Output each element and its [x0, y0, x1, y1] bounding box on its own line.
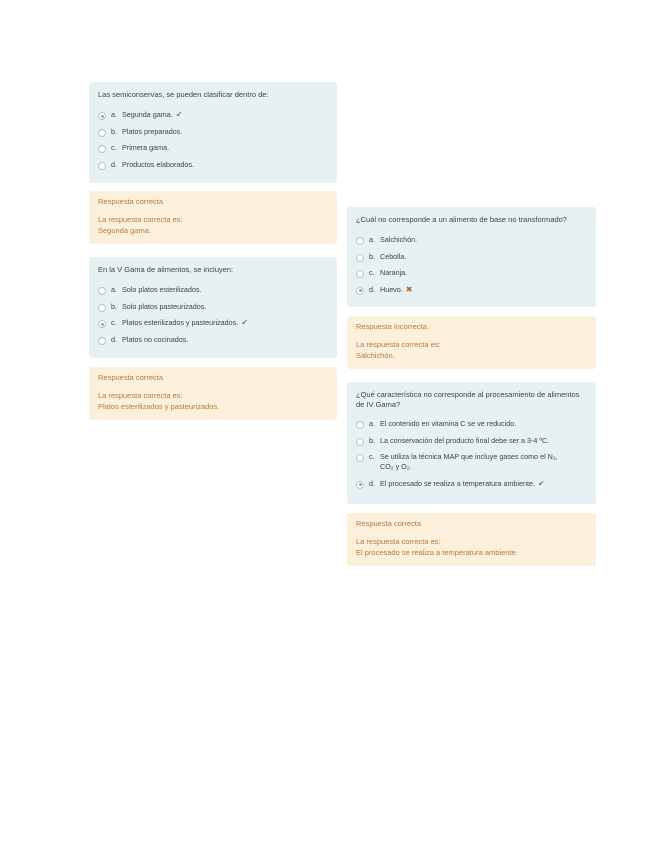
option-letter: b. — [111, 301, 117, 311]
answer-option[interactable] — [98, 110, 328, 120]
radio-button[interactable] — [356, 421, 364, 429]
question-card-1 — [89, 82, 337, 183]
answer-option[interactable] — [356, 436, 587, 446]
radio-button[interactable] — [356, 454, 364, 462]
option-text: Salchichón. — [380, 235, 418, 244]
feedback-label: La respuesta correcta es: — [356, 537, 441, 546]
option-letter: d. — [111, 334, 117, 344]
option-text: Huevo. — [380, 284, 403, 294]
feedback-title: Respuesta correcta — [98, 197, 164, 206]
radio-button[interactable] — [98, 337, 106, 345]
question-text: ¿Cuál no corresponde a un alimento de base no transformado? — [356, 215, 567, 224]
answer-option[interactable] — [98, 143, 328, 153]
option-letter: d. — [111, 159, 117, 169]
feedback-answer: Salchichón. — [356, 351, 395, 360]
question-text: Las semiconservas, se pueden clasificar dentro de: — [98, 90, 269, 99]
option-text: Solo platos esterilizados. — [122, 285, 202, 294]
radio-button[interactable] — [98, 129, 106, 137]
feedback-title: Respuesta correcta — [356, 519, 422, 528]
answer-option[interactable] — [356, 452, 587, 472]
option-text: Platos esterilizados y pasteurizados. — [122, 318, 239, 327]
question-card-2 — [89, 257, 337, 358]
feedback-answer: El procesado se realiza a temperatura ambiente. — [356, 548, 518, 557]
radio-button[interactable] — [356, 438, 364, 446]
option-letter: c. — [369, 268, 375, 277]
radio-button[interactable] — [356, 481, 364, 489]
answer-option[interactable] — [98, 285, 328, 295]
option-text: Cebolla. — [380, 251, 407, 261]
feedback-answer: Segunda gama. — [98, 226, 151, 235]
radio-button[interactable] — [98, 320, 106, 328]
option-text: Platos no cocinados. — [122, 334, 189, 344]
radio-button[interactable] — [98, 287, 106, 295]
cross-icon: ✖ — [405, 284, 413, 294]
feedback-label: La respuesta correcta es: — [98, 391, 183, 400]
answer-option[interactable] — [98, 127, 328, 137]
feedback-card-4 — [347, 513, 596, 566]
radio-button[interactable] — [98, 304, 106, 312]
answer-option[interactable] — [98, 335, 328, 345]
question-text: En la V Gama de alimentos, se incluyen: — [98, 265, 234, 274]
feedback-answer: Platos esterilizados y pasteurizados. — [98, 402, 220, 411]
option-letter: b. — [111, 126, 117, 136]
option-text: Primera gama. — [122, 143, 170, 152]
option-letter: d. — [369, 284, 375, 294]
option-text: El procesado se realiza a temperatura ambiente. — [380, 478, 536, 488]
radio-button[interactable] — [98, 112, 106, 120]
option-text: El contenido en vitamina C se ve reducido. — [380, 419, 517, 428]
option-letter: c. — [369, 452, 375, 461]
answer-option[interactable] — [98, 160, 328, 170]
radio-button[interactable] — [356, 287, 364, 295]
feedback-card-2 — [89, 367, 337, 420]
option-text: Segunda gama. — [122, 110, 173, 119]
option-letter: c. — [111, 318, 117, 327]
option-letter: c. — [111, 143, 117, 152]
question-text: ¿Qué característica no corresponde al procesamiento de alimentos de IV Gama? — [356, 390, 580, 409]
radio-button[interactable] — [356, 254, 364, 262]
question-card-4 — [347, 382, 596, 504]
radio-button[interactable] — [356, 270, 364, 278]
answer-option[interactable] — [356, 479, 587, 489]
feedback-title: Respuesta correcta — [98, 373, 164, 382]
radio-button[interactable] — [356, 237, 364, 245]
option-text: Se utiliza la técnica MAP que incluye gases como el N₂, CO₂ y O₂. — [380, 452, 558, 471]
check-icon: ✔ — [538, 478, 545, 488]
option-letter: a. — [111, 285, 117, 294]
option-text: Platos preparados. — [122, 126, 183, 136]
option-text: La conservación del producto final debe ser a 3-4 ºC. — [380, 435, 550, 445]
answer-option[interactable] — [356, 419, 587, 429]
answer-option[interactable] — [356, 252, 587, 262]
answer-option[interactable] — [98, 302, 328, 312]
feedback-card-1 — [89, 191, 337, 244]
option-letter: a. — [111, 110, 117, 119]
check-icon: ✔ — [241, 318, 248, 327]
option-letter: b. — [369, 251, 375, 261]
option-letter: a. — [369, 235, 375, 244]
option-text: Naranja. — [380, 268, 408, 277]
feedback-title: Respuesta incorrecta. — [356, 322, 429, 331]
radio-button[interactable] — [98, 162, 106, 170]
answer-option[interactable] — [356, 268, 587, 278]
option-letter: d. — [369, 478, 375, 488]
option-letter: b. — [369, 435, 375, 445]
feedback-label: La respuesta correcta es: — [98, 215, 183, 224]
answer-option[interactable] — [356, 285, 587, 295]
option-text: Productos elaborados. — [122, 159, 194, 169]
answer-option[interactable] — [98, 318, 328, 328]
option-letter: a. — [369, 419, 375, 428]
answer-option[interactable] — [356, 235, 587, 245]
option-text: Solo platos pasteurizados. — [122, 301, 207, 311]
check-icon: ✔ — [175, 110, 183, 119]
question-card-3 — [347, 207, 596, 307]
feedback-card-3 — [347, 316, 596, 369]
radio-button[interactable] — [98, 145, 106, 153]
feedback-label: La respuesta correcta es: — [356, 340, 441, 349]
